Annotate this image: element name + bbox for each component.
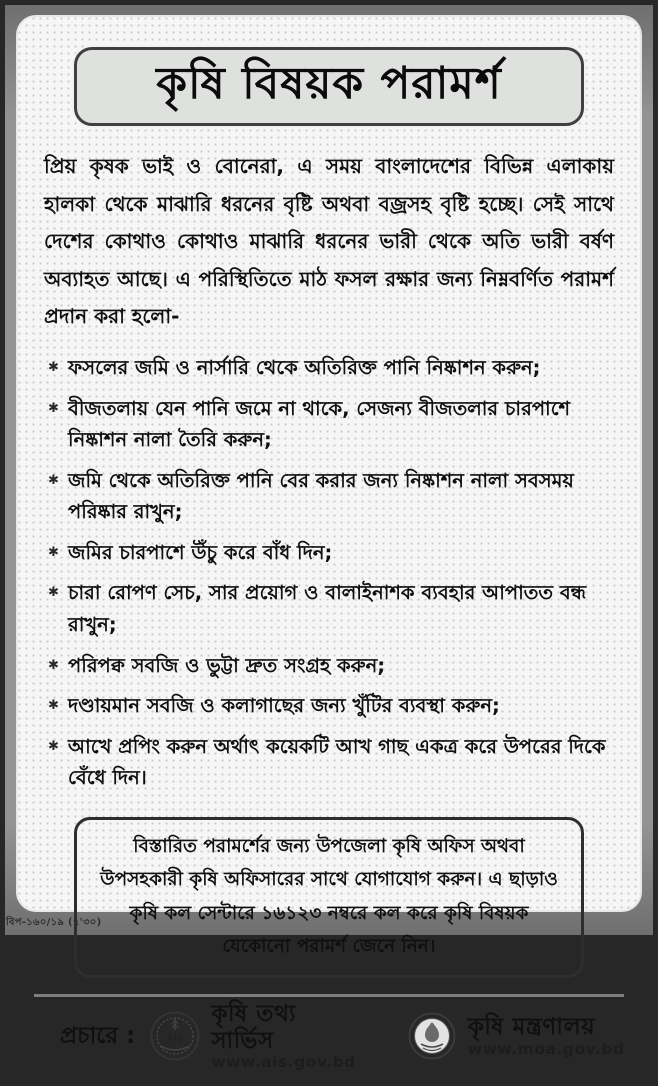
advice-text: চারা রোপণ সেচ, সার প্রয়োগ ও বালাইনাশক ব্যবহার আপাতত বন্ধ রাখুন;	[68, 581, 587, 637]
list-item	[46, 650, 616, 682]
advice-list	[46, 352, 616, 803]
bullet-icon: ✱	[48, 698, 59, 714]
ais-seal-icon	[149, 1010, 201, 1062]
govt-emblem-icon	[406, 1010, 458, 1062]
page-title: কৃষি বিষয়ক পরামর্শ	[156, 58, 502, 109]
bullet-icon: ✱	[48, 544, 59, 560]
footer	[42, 997, 625, 1086]
org-name: কৃষি তথ্য সার্ভিস	[211, 1001, 297, 1054]
bullet-icon: ✱	[48, 738, 59, 754]
advice-text: ফসলের জমি ও নার্সারি থেকে অতিরিক্ত পানি নিষ্কাশন করুন;	[68, 355, 541, 379]
list-item	[46, 577, 616, 640]
print-code: বিপ-১৬০/১৯ (৭'৩০)	[6, 917, 102, 928]
org-ais-text	[211, 1001, 355, 1072]
org-name: কৃষি মন্ত্রণালয়	[467, 1014, 596, 1041]
contact-note-text: বিস্তারিত পরামর্শের জন্য উপজেলা কৃষি অফিস অথবা উপসহকারী কৃষি অফিসারের সাথে যোগাযোগ করুন। এ ছাড়াও কৃষি কল সেন্টারে ১৬১২৩ নম্বরে কল করে কৃষি বিষয়ক যেকোনো পরামর্শ জেনে নিন।	[100, 835, 558, 957]
org-moa	[406, 1010, 625, 1062]
bullet-icon: ✱	[48, 472, 59, 488]
org-moa-text	[468, 1014, 625, 1058]
list-item	[46, 537, 616, 569]
svg-text:AIS: AIS	[166, 1034, 184, 1045]
advice-text: আখে প্রপিং করুন অর্থাৎ কয়েকটি আখ গাছ একত্র করে উপরের দিকে বেঁধে দিন।	[68, 734, 606, 790]
list-item	[46, 690, 616, 722]
advice-text: জমি থেকে অতিরিক্ত পানি বের করার জন্য নিষ্কাশন নালা সবসময় পরিষ্কার রাখুন;	[68, 468, 574, 524]
bullet-icon: ✱	[48, 359, 59, 375]
org-ais	[149, 1001, 355, 1072]
advice-text: দণ্ডায়মান সবজি ও কলাগাছের জন্য খুঁটির ব্যবস্থা করুন;	[68, 694, 500, 718]
advice-text: জমির চারপাশে উঁচু করে বাঁধ দিন;	[68, 540, 333, 564]
title-box	[74, 47, 584, 126]
list-item	[46, 352, 616, 384]
bullet-icon: ✱	[48, 585, 59, 601]
bullet-icon: ✱	[48, 657, 59, 673]
org-url[interactable]: www.ais.gov.bd	[211, 1052, 356, 1071]
bullet-icon: ✱	[48, 400, 59, 416]
publisher-label: প্রচারে :	[60, 1022, 136, 1049]
intro-paragraph: প্রিয় কৃষক ভাই ও বোনেরা, এ সময় বাংলাদেশের বিভিন্ন এলাকায় হালকা থেকে মাঝারি ধরনের বৃষ্টি অথবা বজ্রসহ বৃষ্টি হচ্ছে। সেই সাথে দেশের কোথাও কোথাও মাঝারি ধরনের ভারী থেকে অতি ভারী বর্ষণ অব্যাহত আছে। এ পরিস্থিতিতে মাঠ ফসল রক্ষার জন্য নিম্নবর্ণিত পরামর্শ প্রদান করা হলো-	[44, 154, 614, 329]
contact-note-box	[74, 817, 584, 978]
list-item	[46, 393, 616, 456]
list-item	[46, 465, 616, 528]
advice-text: পরিপক্ব সবজি ও ভুট্টা দ্রুত সংগ্রহ করুন;	[68, 653, 386, 677]
list-item	[46, 731, 616, 794]
org-url[interactable]: www.moa.gov.bd	[467, 1039, 625, 1058]
advice-text: বীজতলায় যেন পানি জমে না থাকে, সেজন্য বীজতলার চারপাশে নিষ্কাশন নালা তৈরি করুন;	[68, 396, 571, 452]
